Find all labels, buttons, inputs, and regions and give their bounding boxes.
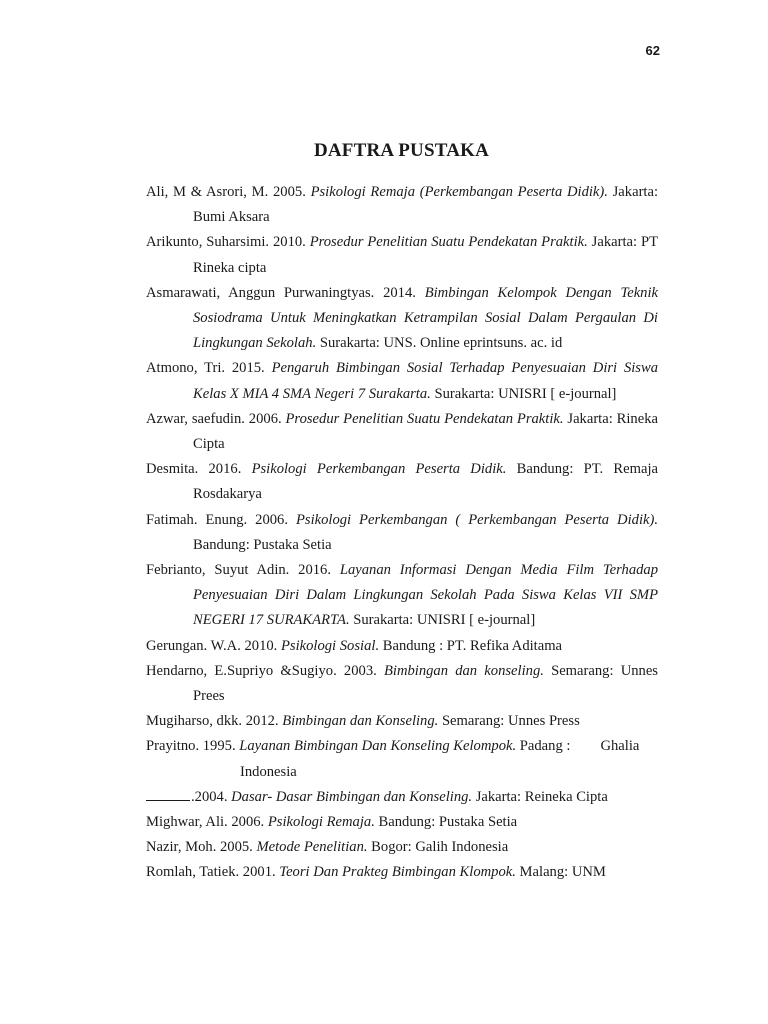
reference-publisher: Jakarta: Rineka Cipta xyxy=(193,410,658,453)
reference-title: Psikologi Perkembangan Peserta Didik. xyxy=(251,461,507,478)
reference-author: Azwar, saefudin. 2006. xyxy=(146,410,286,427)
reference-item xyxy=(146,810,658,835)
reference-publisher: Jakarta: Bumi Aksara xyxy=(193,184,659,226)
reference-title: Layanan Informasi Dengan Media Film Terhadap Penyesuaian Diri Dalam Lingkungan Sekolah Pada Siswa Kelas VII SMP NEGERI 17 SURAKARTA. xyxy=(193,562,659,629)
reference-author: Nazir, Moh. 2005. xyxy=(146,839,257,856)
reference-item xyxy=(146,180,658,230)
reference-publisher: Jakarta: PT Rineka cipta xyxy=(193,234,658,276)
reference-publisher: Padang : xyxy=(516,738,571,755)
reference-author: Atmono, Tri. 2015. xyxy=(146,360,272,377)
reference-publisher: Surakarta: UNISRI [ e-journal] xyxy=(430,385,617,402)
reference-item xyxy=(146,785,658,810)
reference-title: Layanan Bimbingan Dan Konseling Kelompok. xyxy=(239,738,517,755)
reference-author: Romlah, Tatiek. 2001. xyxy=(146,864,280,881)
reference-publisher: Surakarta: UNS. Online eprintsuns. ac. id xyxy=(316,335,563,352)
reference-item xyxy=(146,281,658,357)
reference-publisher: Bandung : PT. Refika Aditama xyxy=(379,637,563,654)
reference-title: Pengaruh Bimbingan Sosial Terhadap Penyesuaian Diri Siswa Kelas X MIA 4 SMA Negeri 7 Surakarta. xyxy=(193,360,659,402)
reference-item xyxy=(146,457,658,507)
reference-title: Bimbingan dan Konseling. xyxy=(282,713,439,730)
reference-title: Teori Dan Prakteg Bimbingan Klompok. xyxy=(279,864,516,881)
reference-author: Hendarno, E.Supriyo &Sugiyo. 2003. xyxy=(146,662,384,679)
reference-author: Prayitno. 1995. xyxy=(146,738,240,755)
reference-publisher: Surakarta: UNISRI [ e-journal] xyxy=(349,612,536,629)
reference-publisher: Bandung: Pustaka Setia xyxy=(374,814,518,831)
reference-item xyxy=(146,634,658,659)
reference-author: Febrianto, Suyut Adin. 2016. xyxy=(146,562,340,579)
page-number: 62 xyxy=(645,43,660,58)
ditto-line xyxy=(146,800,190,801)
reference-title: Psikologi Sosial. xyxy=(280,637,380,654)
reference-publisher-cont: Ghalia xyxy=(600,738,640,755)
reference-title: Psikologi Remaja (Perkembangan Peserta Didik). xyxy=(310,184,608,200)
reference-title: Psikologi Perkembangan ( Perkembangan Peserta Didik). xyxy=(295,511,658,528)
reference-item xyxy=(146,835,658,860)
page-title: DAFTRA PUSTAKA xyxy=(313,140,490,161)
reference-item xyxy=(146,709,658,734)
reference-item xyxy=(146,659,658,709)
reference-author: Mugiharso, dkk. 2012. xyxy=(146,713,283,730)
reference-title: Metode Penelitian. xyxy=(256,839,368,856)
reference-title: Dasar- Dasar Bimbingan dan Konseling. xyxy=(231,788,473,805)
reference-author: Asmarawati, Anggun Purwaningtyas. 2014. xyxy=(146,284,425,301)
reference-item xyxy=(146,230,658,280)
reference-author: Gerungan. W.A. 2010. xyxy=(146,637,281,654)
reference-item xyxy=(146,356,658,406)
reference-publisher: Malang: UNM xyxy=(515,864,606,881)
reference-item xyxy=(146,407,658,457)
reference-list xyxy=(146,180,658,886)
reference-author: Mighwar, Ali. 2006. xyxy=(146,814,268,831)
reference-author: Desmita. 2016. xyxy=(146,461,252,478)
reference-publisher: Semarang: Unnes Press xyxy=(438,713,580,730)
reference-item xyxy=(146,860,658,885)
reference-author: Fatimah. Enung. 2006. xyxy=(146,511,296,528)
reference-author: Ali, M & Asrori, M. 2005. xyxy=(146,184,311,200)
reference-publisher: Jakarta: Reineka Cipta xyxy=(472,788,608,805)
reference-author: .2004. xyxy=(191,788,232,805)
reference-title: Bimbingan Kelompok Dengan Teknik Sosiodrama Untuk Meningkatkan Ketrampilan Sosial Dalam Pergaulan Di Lingkungan Sekolah. xyxy=(193,284,659,352)
reference-publisher: Semarang: Unnes Prees xyxy=(193,662,658,705)
reference-publisher-cont: Indonesia xyxy=(240,763,297,780)
reference-author: Arikunto, Suharsimi. 2010. xyxy=(146,234,310,251)
reference-publisher: Bandung: Pustaka Setia xyxy=(193,536,332,553)
reference-item xyxy=(146,558,658,634)
reference-title: Prosedur Penelitian Suatu Pendekatan Praktik. xyxy=(285,410,564,427)
reference-item xyxy=(146,734,658,784)
reference-item xyxy=(146,508,658,558)
reference-title: Psikologi Remaja. xyxy=(267,814,375,831)
reference-title: Bimbingan dan konseling. xyxy=(383,662,544,679)
reference-publisher: Bogor: Galih Indonesia xyxy=(367,839,509,856)
reference-title: Prosedur Penelitian Suatu Pendekatan Praktik. xyxy=(309,234,588,251)
reference-publisher: Bandung: PT. Remaja Rosdakarya xyxy=(193,461,658,503)
